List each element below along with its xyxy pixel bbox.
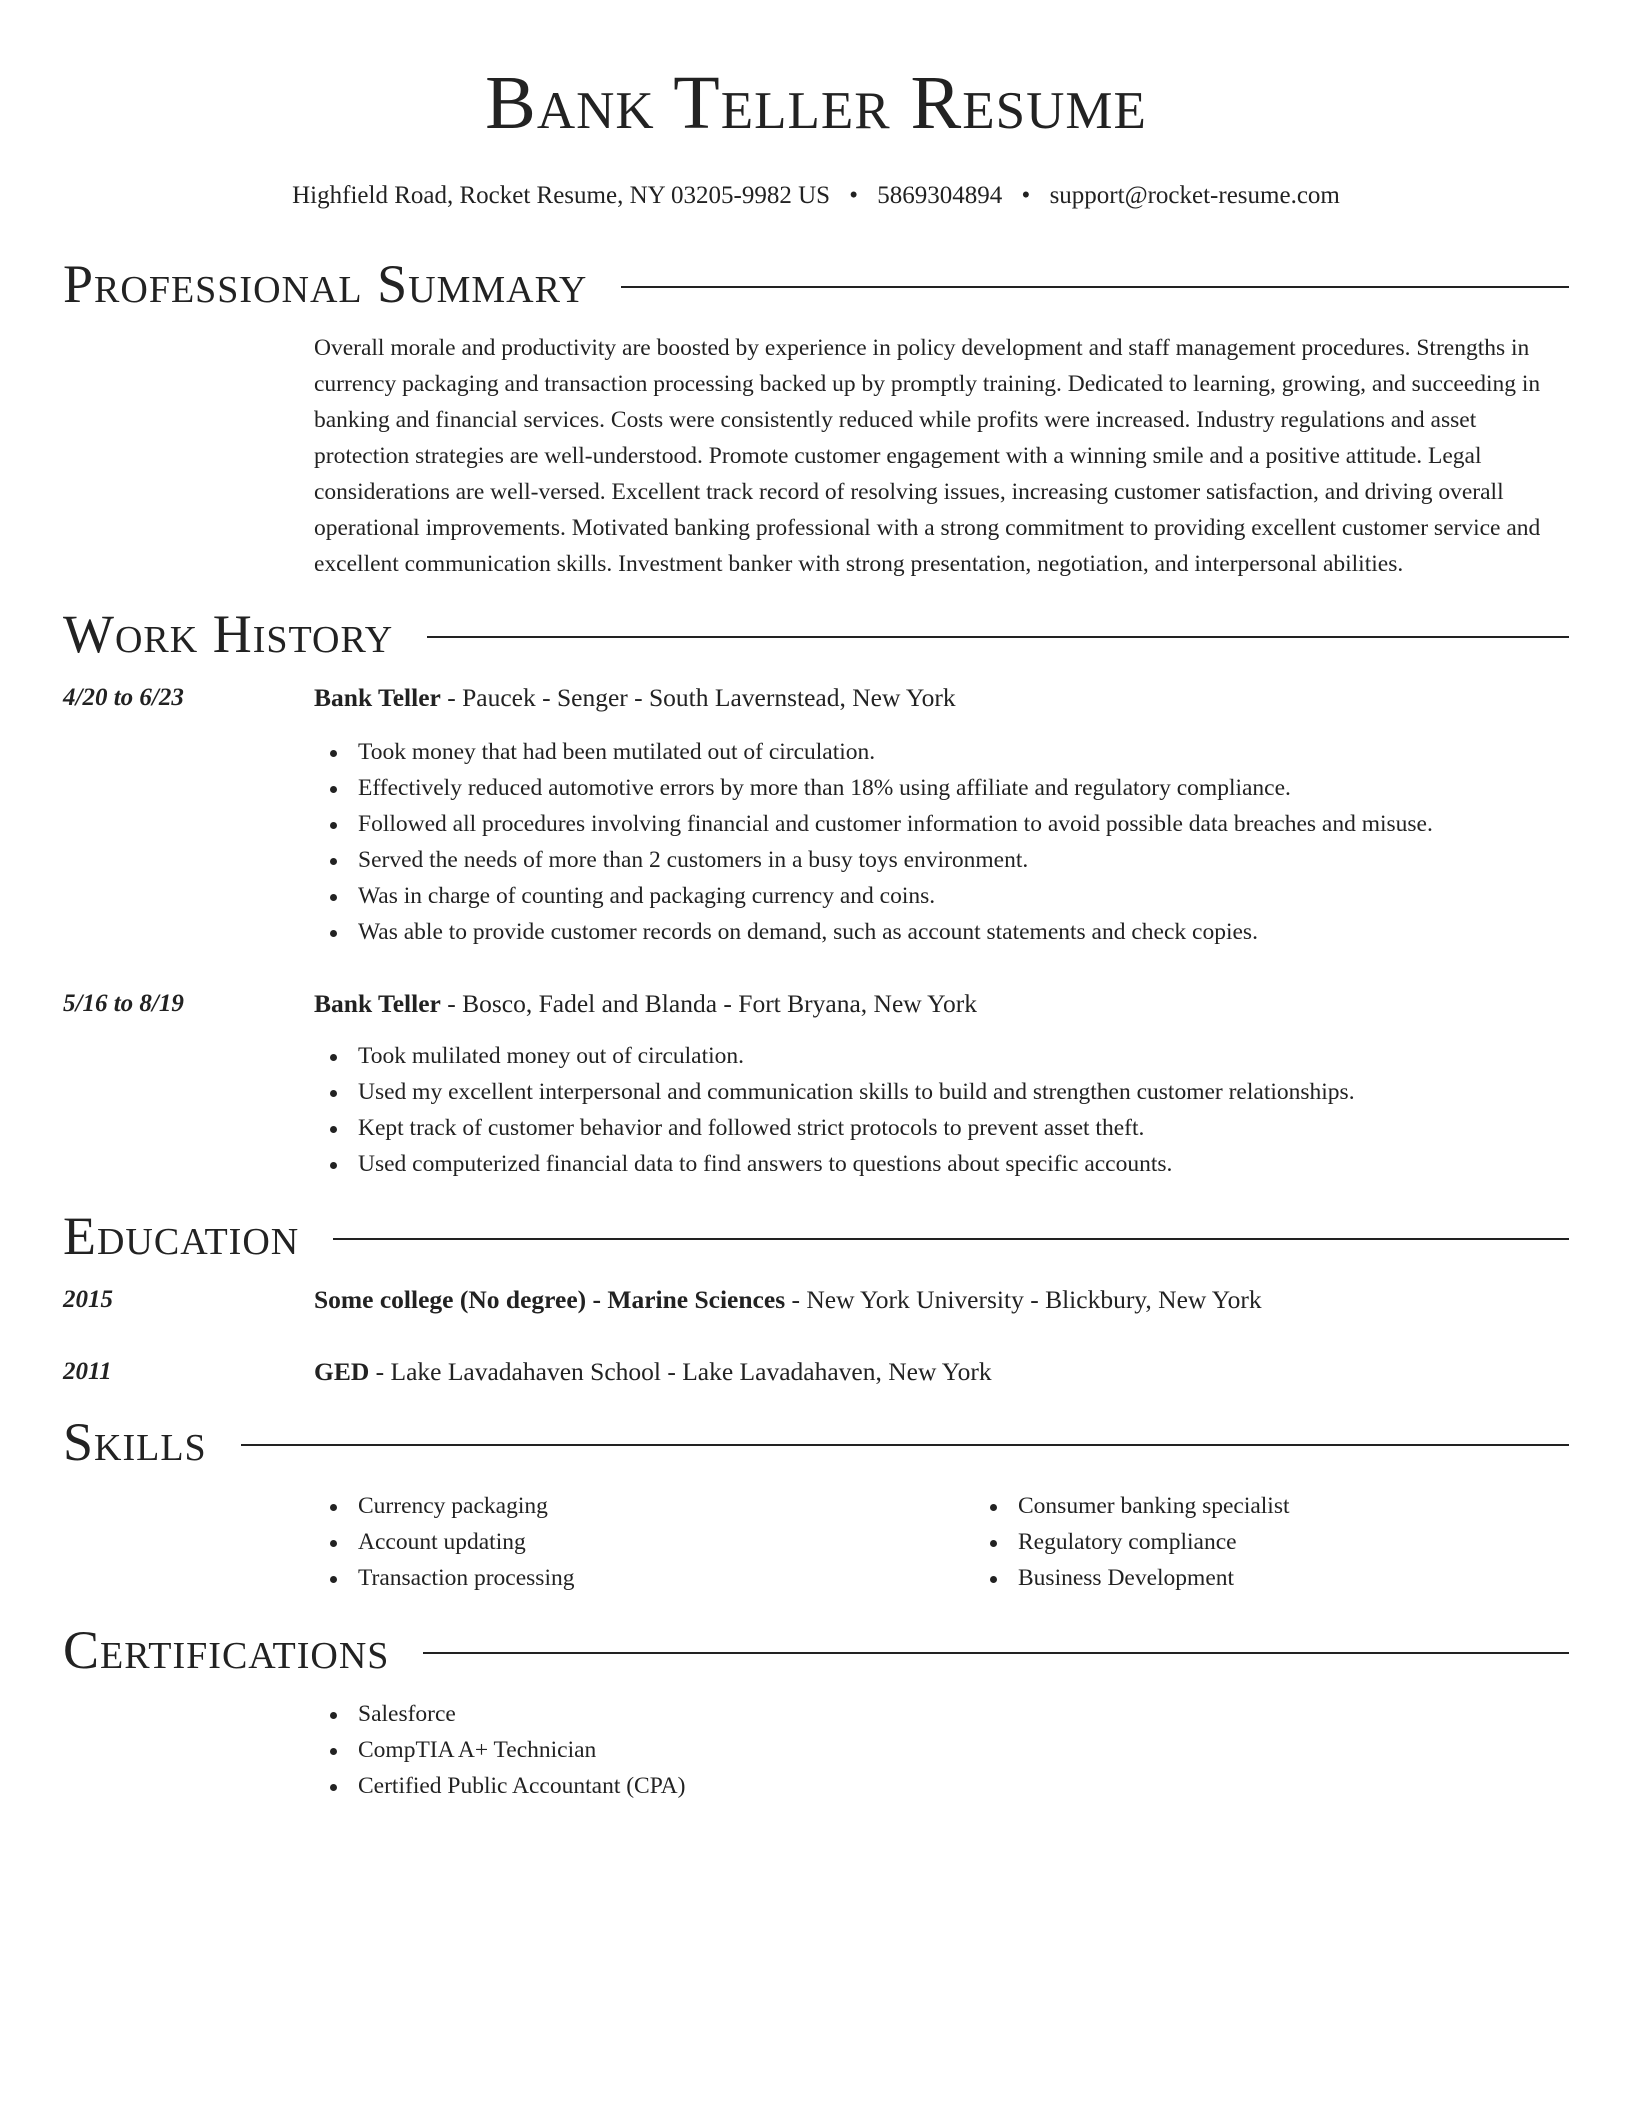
section-divider — [423, 1652, 1569, 1654]
summary-spacer — [63, 330, 314, 582]
education-degree: GED — [314, 1357, 370, 1386]
job-dates: 4/20 to 6/23 — [63, 684, 184, 711]
job-bullet-list — [314, 734, 1569, 950]
work-section-title: Work History — [63, 604, 394, 664]
list-item: Followed all procedures involving financial and customer information to avoid possible data breaches and misuse. — [358, 806, 1569, 842]
contact-address: Highfield Road, Rocket Resume, NY 03205-9982 US — [292, 182, 831, 209]
skills-list-left — [314, 1488, 974, 1596]
contact-phone: 5869304894 — [877, 182, 1003, 209]
list-item: Took mulilated money out of circulation. — [358, 1038, 1569, 1074]
section-divider — [333, 1238, 1569, 1240]
section-divider — [427, 636, 1569, 638]
job-entry — [63, 986, 1569, 1182]
contact-line — [63, 180, 1569, 212]
job-bullet-list — [314, 1038, 1569, 1182]
education-details: - New York University - Blickbury, New York — [785, 1285, 1262, 1314]
job-dates: 5/16 to 8/19 — [63, 990, 184, 1017]
list-item: Account updating — [358, 1524, 974, 1560]
education-entry — [63, 1354, 1569, 1390]
job-bullets-col — [314, 716, 1569, 950]
skills-section-title: Skills — [63, 1412, 207, 1472]
job-header — [63, 680, 1569, 716]
education-section-title: Education — [63, 1206, 300, 1266]
list-item: Currency packaging — [358, 1488, 974, 1524]
certifications-section-title: Certifications — [63, 1620, 390, 1680]
summary-section-header — [63, 252, 1569, 316]
job-details: - Bosco, Fadel and Blanda - Fort Bryana, New York — [440, 989, 977, 1018]
contact-separator: • — [849, 182, 859, 209]
education-section-header — [63, 1204, 1569, 1268]
resume-name: Bank Teller Resume — [485, 61, 1147, 145]
skills-section-header — [63, 1410, 1569, 1474]
job-bullets-row — [63, 1022, 1569, 1182]
certifications-spacer — [63, 1696, 314, 1804]
job-spacer — [63, 1022, 314, 1182]
job-title-line — [314, 680, 1569, 716]
section-divider — [621, 286, 1569, 288]
job-bullets-col — [314, 1022, 1569, 1182]
job-header — [63, 986, 1569, 1022]
job-title-line — [314, 986, 1569, 1022]
education-line — [314, 1354, 1569, 1390]
certifications-row — [63, 1696, 1569, 1804]
list-item: Was in charge of counting and packaging currency and coins. — [358, 878, 1569, 914]
list-item: Transaction processing — [358, 1560, 974, 1596]
list-item: Used computerized financial data to find answers to questions about specific accounts. — [358, 1146, 1569, 1182]
education-details: - Lake Lavadahaven School - Lake Lavadahaven, New York — [369, 1357, 992, 1386]
list-item: Certified Public Accountant (CPA) — [358, 1768, 1569, 1804]
list-item: Kept track of customer behavior and followed strict protocols to prevent asset theft. — [358, 1110, 1569, 1146]
job-position: Bank Teller — [314, 989, 441, 1018]
summary-row — [63, 330, 1569, 582]
job-position: Bank Teller — [314, 683, 441, 712]
list-item: Salesforce — [358, 1696, 1569, 1732]
list-item: Consumer banking specialist — [1018, 1488, 1632, 1524]
list-item: Took money that had been mutilated out of circulation. — [358, 734, 1569, 770]
skills-spacer — [63, 1488, 314, 1596]
section-divider — [241, 1444, 1569, 1446]
list-item: Used my excellent interpersonal and communication skills to build and strengthen customer relationships. — [358, 1074, 1569, 1110]
summary-section-title: Professional Summary — [63, 254, 588, 314]
list-item: Served the needs of more than 2 customers in a busy toys environment. — [358, 842, 1569, 878]
job-details: - Paucek - Senger - South Lavernstead, New York — [440, 683, 956, 712]
list-item: Regulatory compliance — [1018, 1524, 1632, 1560]
list-item: Business Development — [1018, 1560, 1632, 1596]
list-item: Was able to provide customer records on demand, such as account statements and check copies. — [358, 914, 1569, 950]
skills-list-right — [974, 1488, 1632, 1596]
skills-row — [63, 1488, 1569, 1596]
education-year: 2011 — [63, 1358, 112, 1385]
contact-separator: • — [1021, 182, 1031, 209]
job-bullets-row — [63, 716, 1569, 950]
job-spacer — [63, 716, 314, 950]
job-entry — [63, 680, 1569, 950]
summary-text: Overall morale and productivity are boosted by experience in policy development and staff management procedures. Strengths in currency packaging and transaction processing backed up by promptly training. Dedicated to learning, growing, and succeeding in banking and financial services. Costs were consistently reduced while profits were increased. Industry regulations and asset protection strategies are well-understood. Promote customer engagement with a winning smile and a positive attitude. Legal considerations are well-versed. Excellent track record of resolving issues, increasing customer satisfaction, and driving overall operational improvements. Motivated banking professional with a strong commitment to providing excellent customer service and excellent communication skills. Investment banker with strong presentation, negotiation, and interpersonal abilities. — [314, 335, 1541, 577]
education-entry — [63, 1282, 1569, 1318]
list-item: Effectively reduced automotive errors by more than 18% using affiliate and regulatory compliance. — [358, 770, 1569, 806]
skills-columns — [314, 1488, 1632, 1596]
contact-email[interactable]: support@rocket-resume.com — [1049, 182, 1340, 209]
work-section-header — [63, 602, 1569, 666]
certifications-list — [314, 1696, 1569, 1804]
list-item: CompTIA A+ Technician — [358, 1732, 1569, 1768]
certifications-col — [314, 1696, 1569, 1804]
education-line — [314, 1282, 1569, 1318]
certifications-section-header — [63, 1618, 1569, 1682]
education-year: 2015 — [63, 1286, 113, 1313]
education-degree: Some college (No degree) - Marine Sciences — [314, 1285, 786, 1314]
